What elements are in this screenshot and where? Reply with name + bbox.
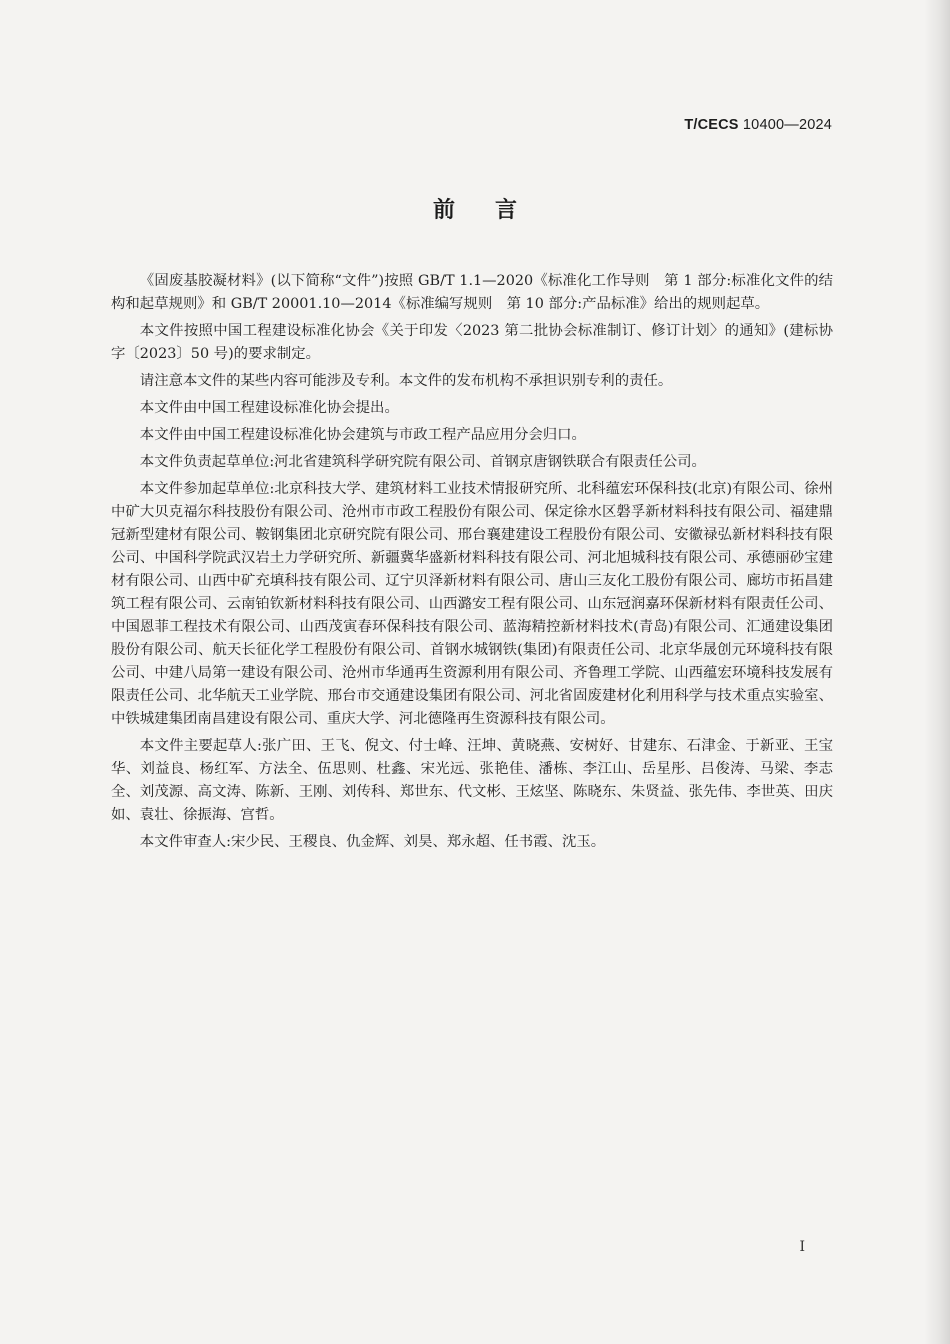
- foreword-body: [111, 270, 833, 858]
- paragraph-drafting-rules: 《固废基胶凝材料》(以下简称“文件”)按照 GB/T 1.1—2020《标准化工作导则 第 1 部分:标准化文件的结构和起草规则》和 GB/T 20001.10—2014《标准编写规则 第 10 部分:产品标准》给出的规则起草。: [111, 273, 833, 312]
- paragraph-reviewers: 本文件审查人:宋少民、王稷良、仇金辉、刘昊、郑永超、任书霞、沈玉。: [139, 834, 606, 850]
- document-code-number: 10400—2024: [742, 117, 832, 133]
- paragraph-lead-drafting-units: 本文件负责起草单位:河北省建筑科学研究院有限公司、首钢京唐钢铁联合有限责任公司。: [139, 454, 706, 470]
- page-number: I: [799, 1239, 805, 1255]
- document-code-prefix: T/CECS: [684, 117, 739, 133]
- paragraph-centralized-unit: 本文件由中国工程建设标准化协会建筑与市政工程产品应用分会归口。: [139, 427, 586, 443]
- section-title: 前言: [432, 198, 557, 223]
- paragraph-participating-units: 本文件参加起草单位:北京科技大学、建筑材料工业技术情报研究所、北科蕴宏环保科技(北京)有限公司、徐州中矿大贝克福尔科技股份有限公司、沧州市市政工程股份有限公司、保定徐水区磐孚新材料科技有限公司、福建鼎冠新型建材有限公司、鞍钢集团北京研究院有限公司、邢台襄建建设工程股份有限公司、安徽禄弘新材料科技有限公司、中国科学院武汉岩土力学研究所、新疆冀华盛新材料科技有限公司、河北旭城科技有限公司、承德丽砂宝建材有限公司、山西中矿充填科技有限公司、辽宁贝泽新材料有限公司、唐山三友化工股份有限公司、廊坊市拓昌建筑工程有限公司、云南铂钦新材料科技有限公司、山西潞安工程有限公司、山东冠润嘉环保新材料有限责任公司、中国恩菲工程技术有限公司、山西茂寅春环保科技有限公司、蓝海精控新材料技术(青岛)有限公司、汇通建设集团股份有限公司、航天长征化学工程股份有限公司、首钢水城钢铁(集团)有限责任公司、北京华晟创元环境科技有限公司、中建八局第一建设有限公司、沧州市华通再生资源利用有限公司、齐鲁理工学院、山西蕴宏环境科技发展有限责任公司、北华航天工业学院、邢台市交通建设集团有限公司、河北省固废建材化利用科学与技术重点实验室、中铁城建集团南昌建设有限公司、重庆大学、河北德隆再生资源科技有限公司。: [111, 481, 833, 727]
- paragraph-main-drafters: 本文件主要起草人:张广田、王飞、倪文、付士峰、汪坤、黄晓燕、安树好、甘建东、石津金、于新亚、王宝华、刘益良、杨红军、方法全、伍思则、杜鑫、宋光远、张艳佳、潘栋、李江山、岳星彤、吕俊涛、马梁、李志全、刘茂源、高文涛、陈新、王刚、刘传科、郑世东、代文彬、王炫坚、陈晓东、朱贤益、张先伟、李世英、田庆如、袁壮、徐振海、宫哲。: [111, 738, 833, 823]
- paragraph-proposer: 本文件由中国工程建设标准化协会提出。: [139, 400, 399, 416]
- paragraph-plan-basis: 本文件按照中国工程建设标准化协会《关于印发〈2023 第二批协会标准制订、修订计划〉的通知》(建标协字〔2023〕50 号)的要求制定。: [111, 323, 833, 362]
- document-code: [684, 117, 832, 133]
- paragraph-patent-notice: 请注意本文件的某些内容可能涉及专利。本文件的发布机构不承担识别专利的责任。: [139, 373, 673, 389]
